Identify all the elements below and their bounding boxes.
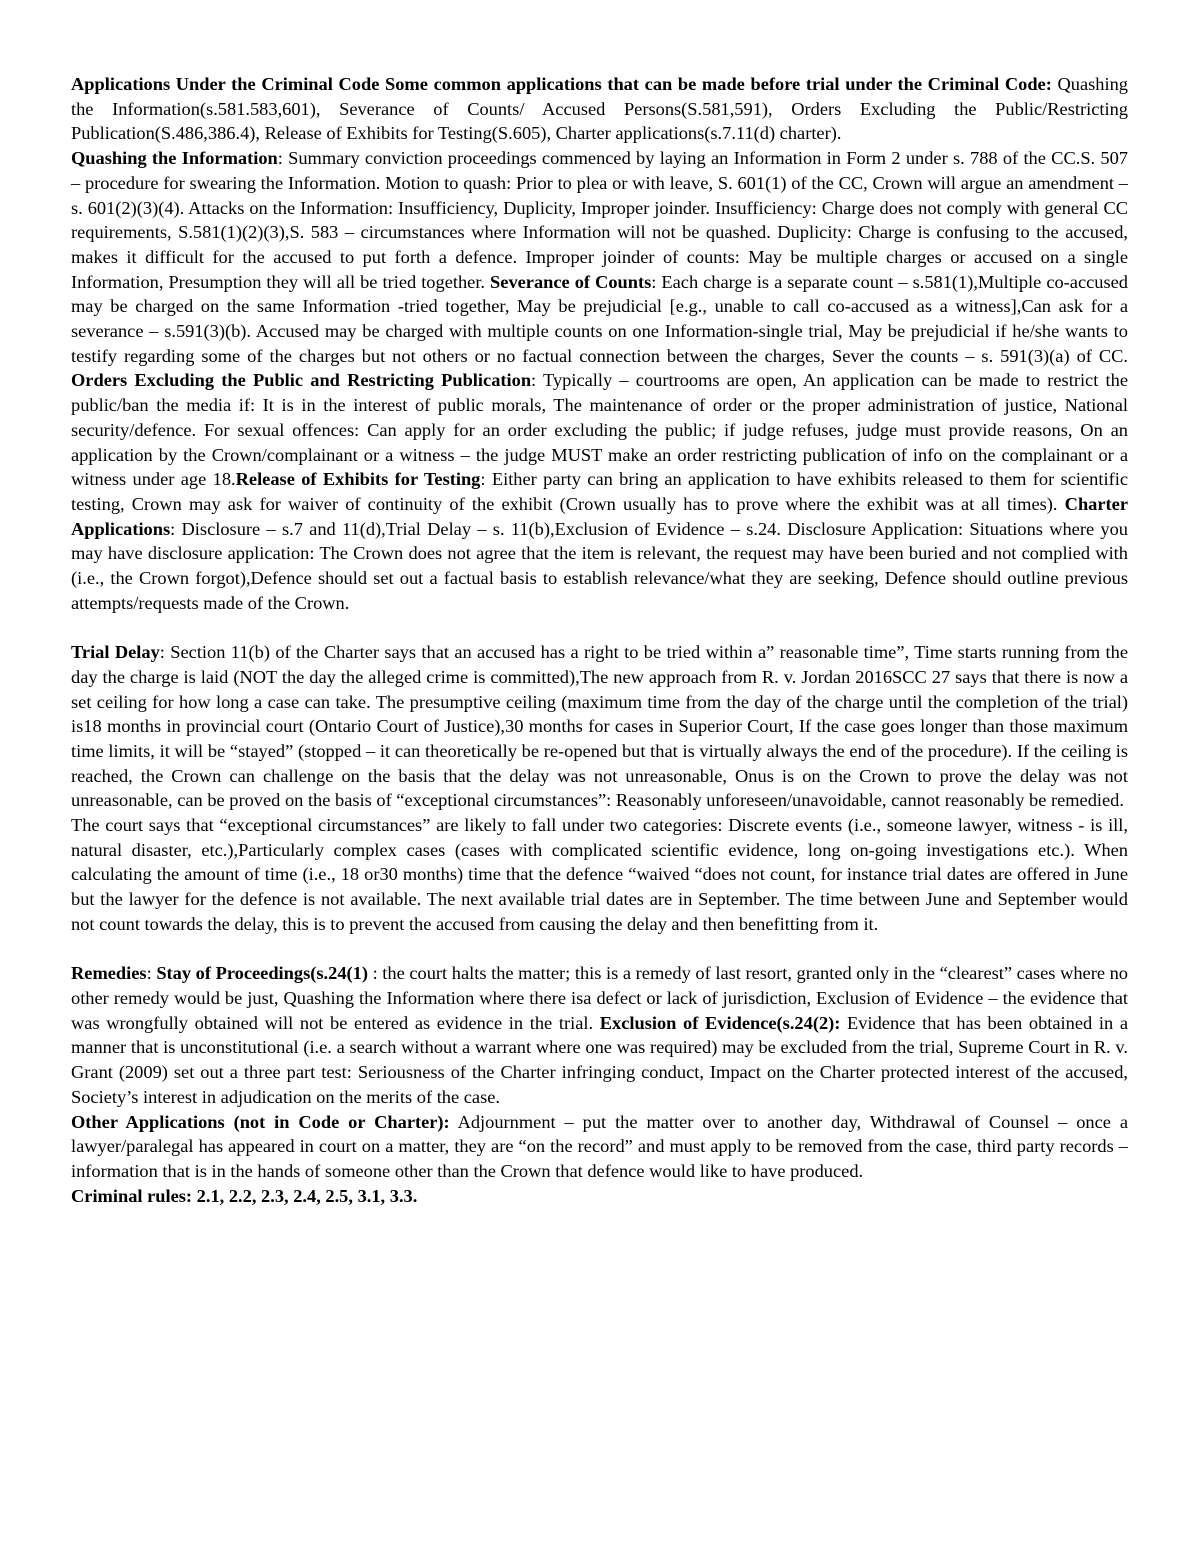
text-quashing: : Summary conviction proceedings commenced by laying an Information in Form 2 under s. 788 of the CC.S. 507 – procedure for swearing the Information. Motion to quash: Prior to plea or with leave, S. 601(1) of the CC, Crown will argue an amendment – s. 601(2)(3)(4). Attacks on the Information: Insufficiency, Duplicity, Improper joinder. Insufficiency: Charge does not comply with general CC requirements, S.581(1)(2)(3),S. 583 – circumstances where Information will not be quashed. Duplicity: Charge is confusing to the accused, makes it difficult for the accused to put forth a defence. Improper joinder of counts: May be multiple charges or accused on a single Information, Presumption they will all be tried together. [71, 148, 1128, 292]
heading-quashing: Quashing the Information [71, 148, 278, 169]
heading-release: Release of Exhibits for Testing [235, 469, 481, 490]
paragraph-gap [71, 937, 1128, 962]
text-orders: : Typically – courtrooms are open, An application can be made to restrict the public/ban the media if: It is in the interest of public morals, The maintenance of order or the proper administration of justice, National security/defence. For sexual offences: Can apply for an order excluding the public; if judge refuses, judge must provide reasons, On an application by the Crown/complainant or a witness – the judge MUST make an order restricting publication of info on the complainant or a witness under age 18. [71, 370, 1128, 490]
text-stay-of-proceedings: : the court halts the matter; this is a remedy of last resort, granted only in the “clearest” cases where no other remedy would be just, Quashing the Information where there isa defect or lack of jurisdiction, Exclusion of Evidence – the evidence that was wrongfully obtained will not be entered as evidence in the trial. [71, 963, 1128, 1033]
heading-charter: Charter Applications [71, 493, 1128, 539]
document-page [71, 72, 1128, 1208]
text-charter: : Disclosure – s.7 and 11(d),Trial Delay – s. 11(b),Exclusion of Evidence – s.24. Disclosure Application: Situations where you may have disclosure application: The Crown does not agree that the item is relevant, the request may have been buried and not complied with (i.e., the Crown forgot),Defence should set out a factual basis to establish relevance/what they are seeking, Defence should outline previous attempts/requests made of the Crown. [71, 518, 1128, 613]
heading-orders: Orders Excluding the Public and Restricting Publication [71, 370, 532, 391]
heading-stay-of-proceedings: Stay of Proceedings(s.24(1) [156, 963, 368, 984]
text-other-applications: Adjournment – put the matter over to another day, Withdrawal of Counsel – once a lawyer/paralegal has appeared in court on a matter, they are “on the record” and must apply to be removed from the case, third party records – information that is in the hands of someone other than the Crown that defence would like to have produced. [71, 1111, 1128, 1181]
text-exclusion-of-evidence: Evidence that has been obtained in a manner that is unconstitutional (i.e. a search without a warrant where one was required) may be excluded from the trial, Supreme Court in R. v. Grant (2009) set out a three part test: Seriousness of the Charter infringing conduct, Impact on the Charter protected interest of the accused, Society’s interest in adjudication on the merits of the case. [71, 1012, 1128, 1107]
text-applications: Quashing the Information(s.581.583,601), Severance of Counts/ Accused Persons(S.581,591), Orders Excluding the Public/Restricting Publication(S.486,386.4), Release of Exhibits for Testing(S.605), Charter applications(s.7.11(d) charter). [71, 74, 1128, 144]
text-release: : Either party can bring an application to have exhibits released to them for scientific testing, Crown may ask for waiver of continuity of the exhibit (Crown usually has to prove where the exhibit was at all times). [71, 469, 1128, 514]
heading-applications: Applications Under the Criminal Code Some common applications that can be made before trial under the Criminal Code: [71, 74, 1052, 94]
paragraph-quashing [71, 146, 1128, 615]
heading-remedies: Remedies [71, 963, 147, 984]
heading-other-applications: Other Applications (not in Code or Charter): [71, 1111, 450, 1132]
text-trial-delay: : Section 11(b) of the Charter says that an accused has a right to be tried within a” reasonable time”, Time starts running from the day the charge is laid (NOT the day the alleged crime is committed),The new approach from R. v. Jordan 2016SCC 27 says that there is now a set ceiling for how long a case can take. The presumptive ceiling (maximum time from the day of the charge until the completion of the trial) is18 months in provincial court (Ontario Court of Justice),30 months for cases in Superior Court, If the case goes longer than those maximum time limits, it will be “stayed” (stopped – it can theoretically be re-opened but that is virtually always the end of the procedure). If the ceiling is reached, the Crown can challenge on the basis that the delay was not unreasonable, Onus is on the Crown to prove the delay was not unreasonable, can be proved on the basis of “exceptional circumstances”: Reasonably unforeseen/unavoidable, cannot reasonably be remedied. [71, 642, 1128, 811]
paragraph-applications [71, 72, 1128, 146]
paragraph-criminal-rules [71, 1184, 1128, 1209]
paragraph-exceptional-circumstances: The court says that “exceptional circumstances” are likely to fall under two categories: Discrete events (i.e., someone lawyer, witness - is ill, natural disaster, etc.),Particularly complex cases (cases with complicated scientific evidence, long on-going investigations etc.). When calculating the amount of time (i.e., 18 or30 months) time that the defence “waived “does not count, for instance trial dates are offered in June but the lawyer for the defence is not available. The next available trial dates are in September. The time between June and September would not count towards the delay, this is to prevent the accused from causing the delay and then benefitting from it. [71, 815, 1128, 934]
heading-severance: Severance of Counts [490, 271, 652, 292]
heading-exclusion-of-evidence: Exclusion of Evidence(s.24(2): [599, 1012, 841, 1033]
heading-criminal-rules: Criminal rules: 2.1, 2.2, 2.3, 2.4, 2.5, 3.1, 3.3. [71, 1185, 418, 1206]
paragraph-other-applications [71, 1110, 1128, 1184]
paragraph-remedies [71, 961, 1128, 1109]
paragraph-gap [71, 615, 1128, 640]
paragraph-trial-delay [71, 640, 1128, 813]
text-severance: : Each charge is a separate count – s.581(1),Multiple co-accused may be charged on the same Information -tried together, May be prejudicial [e.g., unable to call co-accused as a witness],Can ask for a severance – s.591(3)(b). Accused may be charged with multiple counts on one Information-single trial, May be prejudicial if he/she wants to testify regarding some of the charges but not others or no factual connection between the charges, Sever the counts – s. 591(3)(a) of CC. [71, 271, 1129, 366]
text-remedies-colon: : [146, 963, 157, 984]
heading-trial-delay: Trial Delay [71, 642, 160, 663]
